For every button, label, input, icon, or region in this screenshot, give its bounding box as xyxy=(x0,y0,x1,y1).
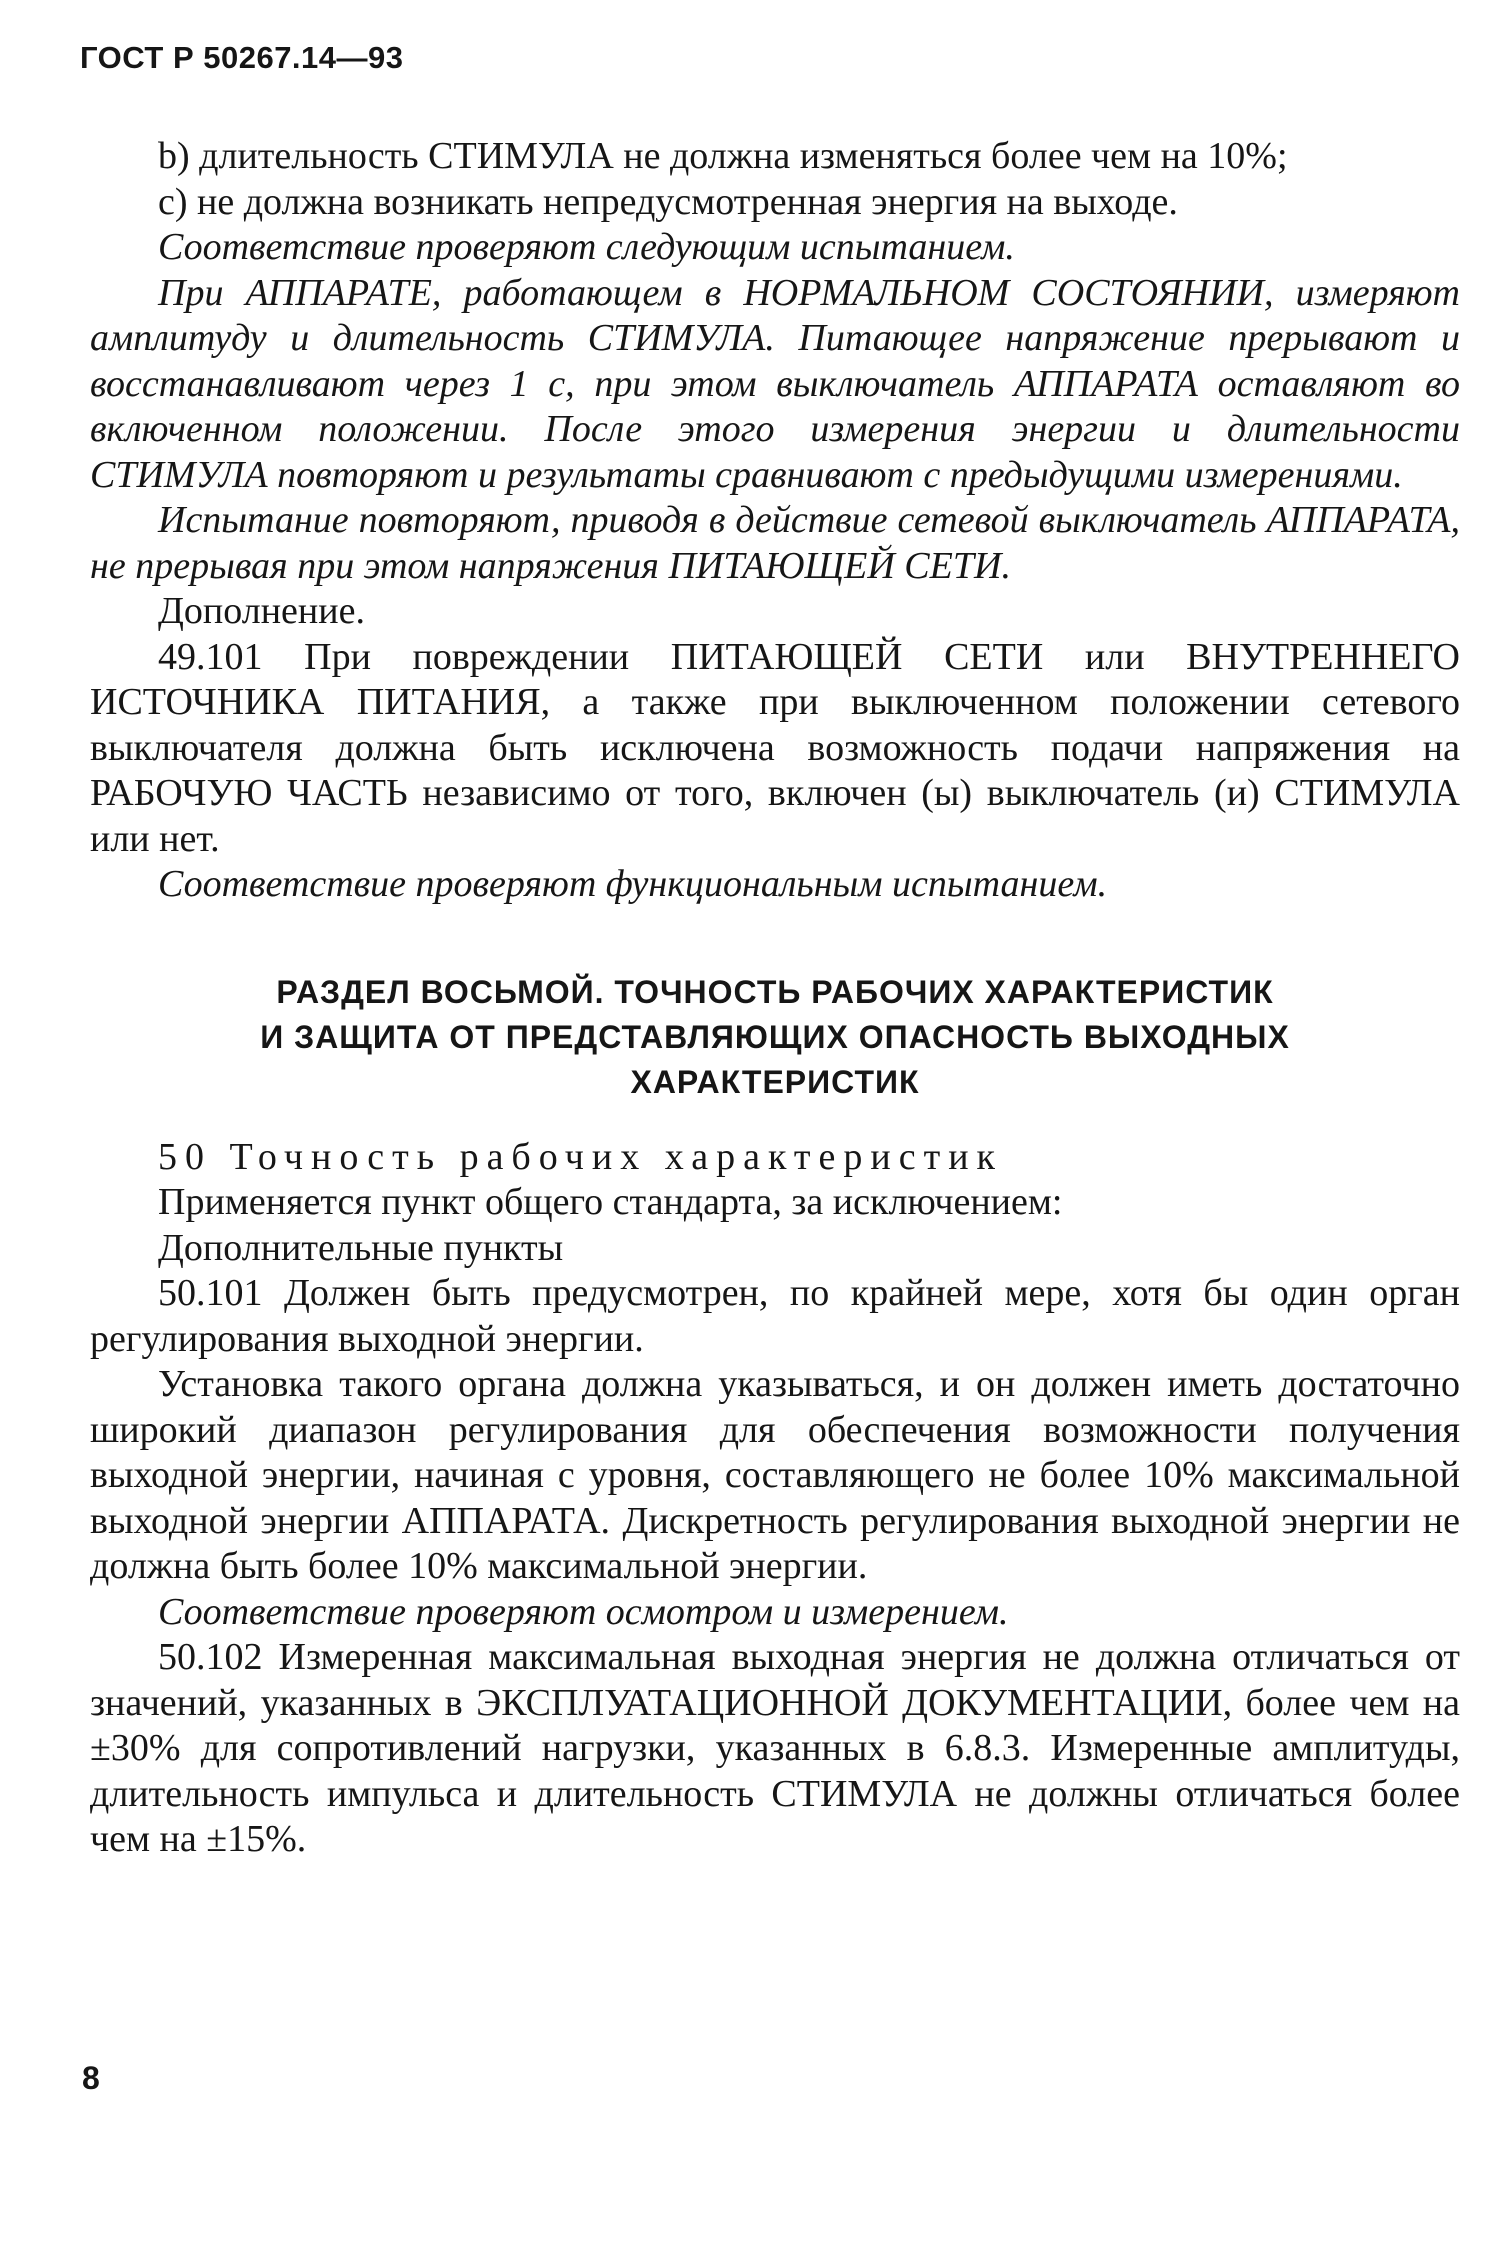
compliance-note-functional: Соответствие проверяют функциональным испытанием. xyxy=(158,863,1108,905)
additional-clauses-label: Дополнительные пункты xyxy=(158,1226,564,1269)
section-title xyxy=(90,970,1460,1105)
clause-49-101: 49.101 При повреждении ПИТАЮЩЕЙ СЕТИ или ВНУТРЕННЕГО ИСТОЧНИКА ПИТАНИЯ, а также при выключенном положении сетевого выключателя должна быть исключена возможность подачи напряжения на РАБОЧУЮ ЧАСТЬ независимо от того, включен (ы) выключатель (и) СТИМУЛА или нет. xyxy=(90,635,1460,860)
clause-50-intro: Применяется пункт общего стандарта, за исключением: xyxy=(158,1181,1063,1223)
compliance-note: Соответствие проверяют следующим испытанием. xyxy=(158,226,1015,268)
page-content xyxy=(90,134,1460,1863)
test-repeat: Испытание повторяют, приводя в действие сетевой выключатель АППАРАТА, не прерывая при этом напряжения ПИТАЮЩЕЙ СЕТИ. xyxy=(90,499,1460,587)
clause-50-102: 50.102 Измеренная максимальная выходная энергия не должна отличаться от значений, указанных в ЭКСПЛУАТАЦИОННОЙ ДОКУМЕНТАЦИИ, более чем на ±30% для сопротивлений нагрузки, указанных в 6.8.3. Измеренные амплитуды, длительность импульса и длительность СТИМУЛА не должны отличаться более чем на ±15%. xyxy=(90,1636,1460,1860)
compliance-note-inspection: Соответствие проверяют осмотром и измерением. xyxy=(158,1590,1009,1633)
page-number: 8 xyxy=(82,2060,100,2096)
clause-50-101: 50.101 Должен быть предусмотрен, по крайней мере, хотя бы один орган регулирования выходной энергии. xyxy=(90,1272,1460,1360)
section-title-line-2: И ЗАЩИТА ОТ ПРЕДСТАВЛЯЮЩИХ ОПАСНОСТЬ ВЫХОДНЫХ xyxy=(260,1018,1290,1055)
addition-label: Дополнение. xyxy=(158,590,365,632)
section-title-line-1: РАЗДЕЛ ВОСЬМОЙ. ТОЧНОСТЬ РАБОЧИХ ХАРАКТЕРИСТИК xyxy=(276,973,1274,1010)
test-procedure: При АППАРАТЕ, работающем в НОРМАЛЬНОМ СОСТОЯНИИ, измеряют амплитуду и длительность СТИМУЛА. Питающее напряжение прерывают и восстанавливают через 1 с, при этом выключатель АППАРАТА оставляют во включенном положении. После этого измерения энергии и длительности СТИМУЛА повторяют и результаты сравнивают с предыдущими измерениями. xyxy=(90,271,1460,496)
paragraph-item-c: c) не должна возникать непредусмотренная энергия на выходе. xyxy=(158,180,1178,223)
document-header: ГОСТ Р 50267.14—93 xyxy=(80,40,404,75)
paragraph-item-b: b) длительность СТИМУЛА не должна изменяться более чем на 10%; xyxy=(158,135,1288,177)
section-title-line-3: ХАРАКТЕРИСТИК xyxy=(630,1063,920,1100)
clause-50-title: 50 Точность рабочих характеристик xyxy=(158,1135,1004,1178)
clause-50-101-setting: Установка такого органа должна указываться, и он должен иметь достаточно широкий диапазон регулирования для обеспечения возможности получения выходной энергии, начиная с уровня, составляющего не более 10% максимальной выходной энергии АППАРАТА. Дискретность регулирования выходной энергии не должна быть более 10% максимальной энергии. xyxy=(90,1363,1460,1587)
